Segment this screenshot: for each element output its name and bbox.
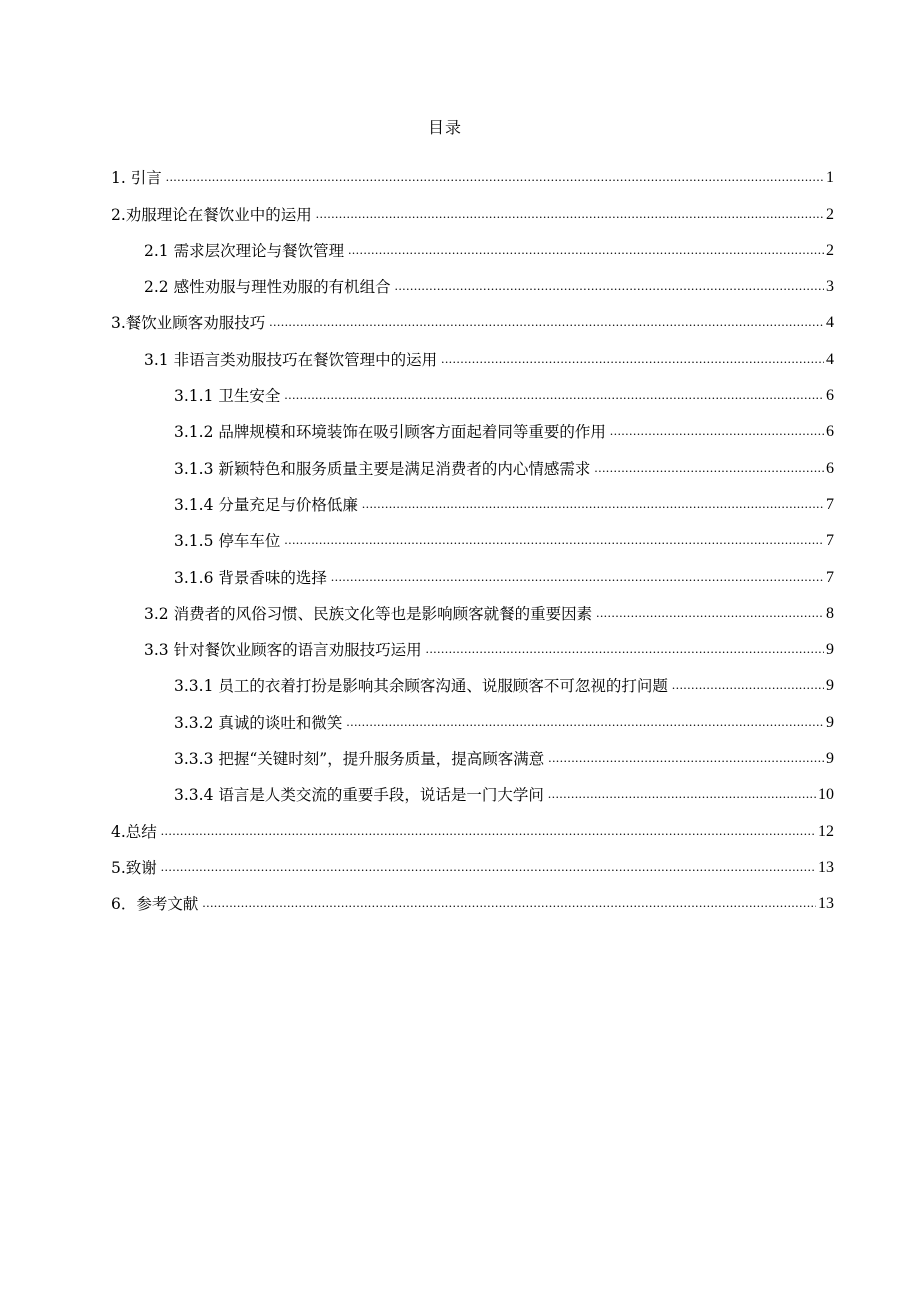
toc-entry[interactable] [0, 660, 834, 696]
toc-entry-title: 3.1.4 分量充足与价格低廉 [174, 495, 358, 514]
toc-page-number: 9 [826, 750, 834, 768]
toc-page-number: 12 [818, 822, 834, 840]
toc-entry-title: 3.1.6 背景香味的选择 [174, 568, 327, 587]
table-of-contents [0, 152, 920, 914]
toc-entry[interactable] [0, 878, 834, 914]
toc-page-number: 6 [826, 459, 834, 477]
toc-leader-dots [269, 312, 824, 332]
toc-page-number: 8 [826, 604, 834, 622]
toc-leader-dots [441, 349, 824, 369]
toc-entry-title: 4.总结 [111, 822, 157, 841]
toc-leader-dots [331, 567, 824, 587]
toc-page-number: 13 [818, 858, 834, 876]
toc-leader-dots [610, 421, 824, 441]
toc-page-number: 13 [818, 895, 834, 913]
toc-entry[interactable] [0, 769, 834, 805]
toc-leader-dots [395, 276, 824, 296]
toc-entry[interactable] [0, 406, 834, 442]
toc-entry-title: 3.1.1 卫生安全 [174, 387, 281, 406]
toc-entry[interactable] [0, 188, 834, 224]
toc-page-number: 4 [826, 314, 834, 332]
toc-entry[interactable] [0, 297, 834, 333]
toc-leader-dots [348, 240, 824, 260]
toc-leader-dots [426, 639, 824, 659]
toc-title: 目录 [427, 118, 462, 137]
toc-page-number: 6 [826, 423, 834, 441]
toc-leader-dots [362, 494, 824, 514]
toc-page-number: 6 [826, 387, 834, 405]
toc-page-number: 9 [826, 641, 834, 659]
toc-leader-dots [284, 385, 824, 405]
toc-entry-title: 6．参考文献 [111, 895, 199, 914]
toc-page-number: 7 [826, 568, 834, 586]
toc-entry-title: 3.2 消费者的风俗习惯、民族文化等也是影响顾客就餐的重要因素 [144, 604, 593, 623]
toc-entry[interactable] [0, 588, 834, 624]
toc-page-number: 3 [826, 278, 834, 296]
toc-leader-dots [166, 167, 824, 187]
toc-entry[interactable] [0, 261, 834, 297]
toc-page-number: 4 [826, 350, 834, 368]
toc-entry[interactable] [0, 733, 834, 769]
toc-entry-title: 1. 引言 [111, 169, 162, 188]
toc-leader-dots [672, 675, 824, 695]
toc-page-number: 9 [826, 713, 834, 731]
toc-entry-title: 3.3.4 语言是人类交流的重要手段，说话是一门大学问 [174, 786, 544, 805]
toc-leader-dots [316, 204, 824, 224]
toc-entry-title: 3.1.2 品牌规模和环境装饰在吸引顾客方面起着同等重要的作用 [174, 423, 606, 442]
toc-entry-title: 3.1.3 新颖特色和服务质量主要是满足消费者的内心情感需求 [174, 459, 591, 478]
toc-entry[interactable] [0, 333, 834, 369]
toc-page-number: 10 [818, 786, 834, 804]
toc-entry[interactable] [0, 225, 834, 261]
toc-leader-dots [596, 603, 824, 623]
toc-page-number: 2 [826, 241, 834, 259]
toc-entry-title: 2.1 需求层次理论与餐饮管理 [144, 241, 345, 260]
toc-entry-title: 2.劝服理论在餐饮业中的运用 [111, 205, 312, 224]
toc-entry-title: 3.3.2 真诚的谈吐和微笑 [174, 713, 343, 732]
toc-page-number: 7 [826, 532, 834, 550]
toc-leader-dots [161, 821, 816, 841]
toc-entry-title: 3.3.3 把握“关键时刻”，提升服务质量，提高顾客满意 [174, 750, 545, 769]
toc-entry[interactable] [0, 442, 834, 478]
toc-entry[interactable] [0, 551, 834, 587]
toc-entry[interactable] [0, 479, 834, 515]
toc-entry-title: 3.餐饮业顾客劝服技巧 [111, 314, 266, 333]
toc-entry[interactable] [0, 515, 834, 551]
toc-leader-dots [548, 748, 824, 768]
toc-entry[interactable] [0, 624, 834, 660]
toc-entry-title: 3.1.5 停车车位 [174, 532, 281, 551]
toc-entry[interactable] [0, 842, 834, 878]
toc-entry[interactable] [0, 805, 834, 841]
toc-leader-dots [594, 458, 824, 478]
toc-entry-title: 3.1 非语言类劝服技巧在餐饮管理中的运用 [144, 350, 438, 369]
toc-entry[interactable] [0, 696, 834, 732]
toc-entry[interactable] [0, 152, 834, 188]
toc-leader-dots [284, 530, 824, 550]
toc-leader-dots [346, 712, 824, 732]
toc-entry-title: 3.3 针对餐饮业顾客的语言劝服技巧运用 [144, 641, 422, 660]
toc-page-number: 9 [826, 677, 834, 695]
toc-entry-title: 2.2 感性劝服与理性劝服的有机组合 [144, 278, 391, 297]
toc-leader-dots [548, 784, 816, 804]
toc-page-number: 7 [826, 495, 834, 513]
toc-entry-title: 3.3.1 员工的衣着打扮是影响其余顾客沟通、说服顾客不可忽视的打问题 [174, 677, 668, 696]
toc-page-number: 2 [826, 205, 834, 223]
toc-leader-dots [161, 857, 816, 877]
toc-page-number: 1 [826, 169, 834, 187]
toc-leader-dots [202, 893, 816, 913]
toc-entry-title: 5.致谢 [111, 858, 157, 877]
toc-entry[interactable] [0, 370, 834, 406]
